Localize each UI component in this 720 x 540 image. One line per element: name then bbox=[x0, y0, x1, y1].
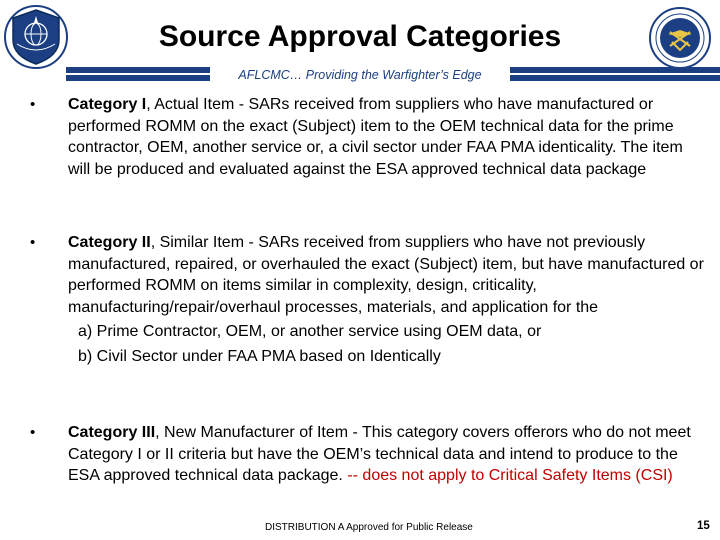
category-description: , Actual Item - SARs received from suppliers who have manufactured or performed ROMM on the exact (Subject) item to the OEM technical data for the prime contractor, OEM, another service or, a civil sector under FAA PMA identicality. The item will be produced and evaluated against the ESA approved technical data package bbox=[68, 96, 683, 178]
category-description: , New Manufacturer of Item - This category covers offerors who do not meet Category I or II criteria but have the OEM’s technical data and intend to produce to the ESA approved technical data package. bbox=[68, 424, 691, 484]
sub-item: a) Prime Contractor, OEM, or another service using OEM data, or bbox=[78, 323, 542, 340]
page-number: 15 bbox=[697, 520, 710, 532]
csi-warning: -- does not apply to Critical Safety Items (CSI) bbox=[347, 467, 673, 484]
category-description: , Similar Item - SARs received from suppliers who have not previously manufactured, repaired, or overhauled the exact (Subject) item, but have manufactured or performed ROMM on items similar in complexity, design, criticality, manufacturing/repair/overhaul processes, materials, and application for the bbox=[68, 234, 704, 316]
bullet-text bbox=[68, 422, 704, 487]
tagline: AFLCMC… Providing the Warfighter’s Edge bbox=[238, 68, 482, 82]
page-title: Source Approval Categories bbox=[158, 20, 562, 53]
distribution-statement: DISTRIBUTION A Approved for Public Release bbox=[265, 522, 473, 533]
bullet-marker: • bbox=[30, 424, 36, 441]
bullet-text bbox=[68, 94, 704, 180]
bullet-marker: • bbox=[30, 96, 36, 113]
bullet-text bbox=[68, 232, 704, 367]
category-label: Category III bbox=[68, 424, 156, 441]
bullet-marker: • bbox=[30, 234, 36, 251]
tagline-box bbox=[210, 66, 510, 83]
sub-item: b) Civil Sector under FAA PMA based on Identically bbox=[78, 347, 441, 365]
category-label: Category I bbox=[68, 96, 147, 113]
category-label: Category II bbox=[68, 234, 151, 251]
